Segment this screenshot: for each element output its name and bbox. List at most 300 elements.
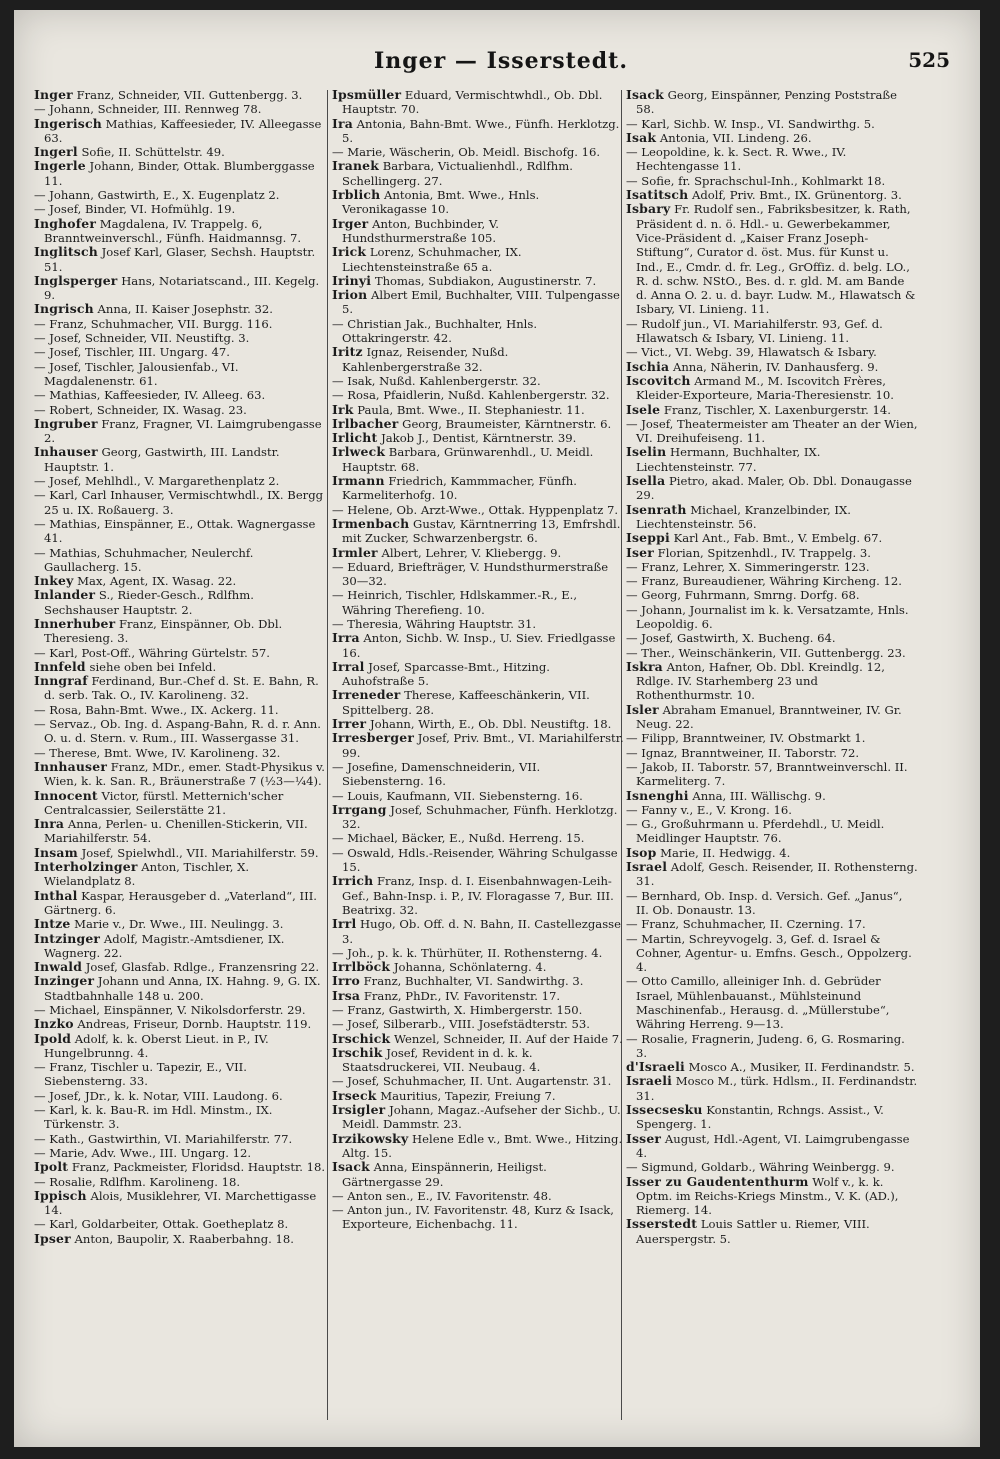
entry-details: Josef, Glasfab. Rdlge., Franzensring 22. [82,960,320,975]
directory-entry [626,1175,918,1218]
entry-details: Albert, Lehrer, V. Kliebergg. 9. [377,545,562,560]
directory-entry [34,331,326,345]
entry-details: — Isak, Nußd. Kahlenbergerstr. 32. [332,373,541,388]
entry-surname: Irinyi [332,272,372,288]
directory-entry [626,174,918,188]
directory-entry [34,488,326,517]
entry-details: Mosco A., Musiker, II. Ferdinandstr. 5. [684,1060,915,1075]
entry-details: Johann, Wirth, E., Ob. Dbl. Neustiftg. 18. [366,717,612,732]
directory-entry [34,1060,326,1089]
directory-entry [626,646,918,660]
entry-details: Anna, III. Wällischg. 9. [688,788,826,803]
directory-entry [332,1017,624,1031]
entry-surname: Inwald [34,959,83,975]
entry-details: Adolf, Priv. Bmt., IX. Grünentorg. 3. [688,188,902,203]
entry-details: Antonia, VII. Lindeng. 26. [656,130,812,145]
entry-surname: Inghofer [34,215,97,231]
directory-entry [332,688,624,717]
entry-surname: Irsa [332,987,361,1003]
entry-details: siehe oben bei Infeld. [85,659,217,674]
directory-entry [332,245,624,274]
entry-surname: Inngraf [34,673,88,689]
entry-surname: Irlicht [332,430,378,446]
directory-entry [332,660,624,689]
directory-entry [332,731,624,760]
entry-details: Johann und Anna, IX. Hahng. 9, G. IX. Stadtbahnhalle 148 u. 200. [44,974,321,1003]
directory-entry [332,288,624,317]
entry-surname: Intze [34,916,71,932]
entry-details: Konstantin, Rchngs. Assist., V. Spengerg. 1. [636,1103,884,1132]
directory-entry [34,660,326,674]
entry-details: Anton, Hafner, Ob. Dbl. Kreindlg. 12, Rdlge. IV. Starhemberg 23 und Rothenthurmstr. 10. [636,659,885,703]
entry-surname: Inzko [34,1016,74,1032]
directory-entry [626,603,918,632]
directory-entry [34,360,326,389]
directory-entry [34,1003,326,1017]
directory-entry [332,417,624,431]
entry-surname: Isack [626,88,664,102]
entry-details: Ignaz, Reisender, Nußd. Kahlenbergerstraße 32. [342,345,509,374]
entry-details: — Sofie, fr. Sprachschul-Inh., Kohlmarkt 18. [626,173,886,188]
entry-details: Armand M., M. Iscovitch Frères, Kleider-Exporteure, Maria-Theresienstr. 10. [636,373,894,403]
entry-surname: Israeli [626,1073,673,1089]
directory-entry [626,574,918,588]
entry-surname: Irk [332,401,354,417]
entry-details: Franz, Buchhalter, VI. Sandwirthg. 3. [359,974,584,989]
directory-entry [626,1132,918,1161]
entry-details: — Vict., VI. Webg. 39, Hlawatsch & Isbary. [626,345,877,360]
entry-details: Anton, Tischler, X. Wielandplatz 8. [44,860,250,889]
directory-entry [332,431,624,445]
entry-details: Pietro, akad. Maler, Ob. Dbl. Donaugasse 29. [636,474,912,503]
entry-details: Hans, Notariatscand., III. Kegelg. 9. [44,273,320,303]
directory-entry [34,588,326,617]
directory-entry [34,474,326,488]
directory-entry [332,1074,624,1088]
entry-surname: Iser [626,544,654,560]
entry-details: — Johann, Schneider, III. Rennweg 78. [34,102,262,117]
directory-entry [332,403,624,417]
entry-details: Mathias, Kaffeesieder, IV. Alleegasse 63. [44,116,322,145]
entry-details: — Franz, Gastwirth, X. Himbergerstr. 150. [332,1003,583,1017]
directory-entry [332,317,624,346]
directory-entry [626,503,918,532]
directory-entry [626,188,918,202]
entry-details: Johann, Magaz.-Aufseher der Sichb., U. Meidl. Dammstr. 23. [342,1103,621,1132]
entry-surname: Ingerl [34,144,78,160]
entry-surname: Interholzinger [34,859,138,875]
directory-entry [626,660,918,703]
entry-details: Fr. Rudolf sen., Fabriksbesitzer, k. Rath, Präsident d. n. ö. Hdl.- u. Gewerbekammer, Vice-Präsident d. „Kaiser Franz Joseph-Stiftung“, Curator d. öst. Mus. für Kunst u. Ind., E., Cmdr. d. fr. Leg., GrOffiz. d. belg. LO., R. d. schw. NStO., Bes. d. r. gld. M. am Bande d. Anna O. 2. u. d. bayr. Ludw. M., Hlawatsch & Isbary, VI. Linieng. 11. [636,202,916,317]
entry-details: — Mathias, Einspänner, E., Ottak. Wagnergasse 41. [34,516,316,546]
entry-details: Anton, Baupolir, X. Raaberbahng. 18. [70,1231,294,1246]
directory-entry [332,274,624,288]
entry-details: — Johann, Journalist im k. k. Versatzamte, Hnls. Leopoldig. 6. [626,602,909,631]
entry-surname: Ingrisch [34,301,94,317]
directory-entry [34,917,326,931]
directory-entry [34,202,326,216]
directory-entry [626,131,918,145]
entry-details: Sofie, II. Schüttelstr. 49. [77,145,225,160]
entry-surname: Iritz [332,344,363,360]
directory-entry [626,974,918,1031]
entry-details: — Bernhard, Ob. Insp. d. Versich. Gef. „Janus“, II. Ob. Donaustr. 13. [626,888,903,917]
directory-entry [626,803,918,817]
directory-entry [626,1217,918,1246]
entry-details: — Anton jun., IV. Favoritenstr. 48, Kurz & Isack, Exporteure, Eichenbachg. 11. [332,1203,614,1232]
directory-entry [626,345,918,359]
entry-details: — Louis, Kaufmann, VII. Siebensterng. 16. [332,788,583,803]
entry-surname: Ischia [626,358,670,374]
entry-surname: Irick [332,244,367,260]
entry-details: — Helene, Ob. Arzt-Wwe., Ottak. Hyppenplatz 7. [332,502,619,517]
directory-column-1 [34,88,326,1428]
directory-entry [332,760,624,789]
entry-surname: Irro [332,973,360,989]
directory-entry [34,517,326,546]
entry-details: Adolf, Gesch. Reisender, II. Rothensterng. 31. [636,860,918,889]
directory-entry [332,917,624,946]
entry-surname: Irresberger [332,730,415,746]
entry-surname: Irzikowsky [332,1130,409,1146]
entry-details: — Sigmund, Goldarb., Währing Weinbergg. 9. [626,1160,895,1175]
entry-details: Victor, fürstl. Metternich'scher Centralcassier, Seilerstätte 21. [44,788,284,817]
entry-surname: Ira [332,115,353,131]
entry-details: — Franz, Schuhmacher, II. Czerning. 17. [626,917,866,932]
entry-details: Josef, Priv. Bmt., VI. Mariahilferstr. 99. [342,731,624,760]
directory-entry [332,803,624,832]
entry-surname: Irrich [332,873,374,889]
directory-entry [332,717,624,731]
entry-details: — Karl, k. k. Bau-R. im Hdl. Minstm., IX. Türkenstr. 3. [34,1103,273,1132]
directory-entry [626,445,918,474]
entry-details: — Anton sen., E., IV. Favoritenstr. 48. [332,1188,552,1203]
entry-surname: Inthal [34,887,78,903]
entry-surname: Ippisch [34,1187,87,1203]
directory-entry [626,145,918,174]
directory-entry [34,302,326,316]
entry-details: — Josef, Schneider, VII. Neustiftg. 3. [34,331,250,346]
entry-surname: Innhauser [34,758,108,774]
entry-surname: Isak [626,129,657,145]
directory-entry [34,760,326,789]
directory-entry [34,846,326,860]
entry-details: Abraham Emanuel, Branntweiner, IV. Gr. Neug. 22. [636,702,902,732]
entry-details: Anna, II. Kaiser Josephstr. 32. [93,302,273,317]
entry-details: — Josef, Gastwirth, X. Bucheng. 64. [626,631,836,646]
entry-details: — Karl, Goldarbeiter, Ottak. Goetheplatz 8. [34,1217,289,1232]
entry-details: Marie, II. Hedwigg. 4. [656,845,791,860]
directory-entry [34,703,326,717]
entry-details: — Mathias, Kaffeesieder, IV. Alleeg. 63. [34,388,266,403]
page-number: 525 [908,48,950,72]
directory-entry [626,317,918,346]
directory-entry [332,631,624,660]
entry-surname: Ipold [34,1030,72,1046]
entry-surname: Innerhuber [34,615,116,631]
directory-entry [34,1146,326,1160]
directory-entry [332,1203,624,1232]
entry-details: Barbara, Victualienhdl., Rdlfhm. Schellingerg. 27. [342,159,573,188]
directory-entry [332,1032,624,1046]
directory-page [14,10,980,1447]
entry-details: Adolf, k. k. Oberst Lieut. in P., IV. Hungelbrunng. 4. [44,1031,269,1060]
directory-entry [34,217,326,246]
directory-entry [626,360,918,374]
entry-details: — Josef, Theatermeister am Theater an der Wien, VI. Dreihufeiseng. 11. [626,416,918,446]
directory-entry [626,531,918,545]
entry-surname: Ingerisch [34,115,102,131]
directory-entry [34,88,326,102]
entry-details: Josef, Sparcasse-Bmt., Hitzing. Auhofstraße 5. [342,659,550,689]
directory-entry [332,445,624,474]
directory-entry [332,874,624,917]
directory-entry [34,403,326,417]
page-header [14,48,980,88]
entry-surname: Ipolt [34,1159,69,1175]
entry-details: — Kath., Gastwirthin, VI. Mariahilferstr. 77. [34,1131,293,1146]
directory-entry [34,345,326,359]
directory-entry [34,1160,326,1174]
directory-entry [332,946,624,960]
entry-surname: Isbary [626,201,671,217]
entry-surname: Ipser [34,1230,71,1246]
directory-entry [34,317,326,331]
entry-details: — Christian Jak., Buchhalter, Hnls. Ottakringerstr. 42. [332,316,538,346]
directory-entry [34,188,326,202]
entry-surname: Isele [626,401,661,417]
entry-details: — Franz, Lehrer, X. Simmeringerstr. 123. [626,559,870,574]
entry-details: Ferdinand, Bur.-Chef d. St. E. Bahn, R. d. serb. Tak. O., IV. Karolineng. 32. [44,674,319,703]
entry-details: Wenzel, Schneider, II. Auf der Haide 7. [390,1031,623,1046]
entry-details: Johann, Binder, Ottak. Blumberggasse 11. [44,159,315,188]
entry-surname: Inger [34,88,73,102]
directory-entry [34,817,326,846]
entry-details: — Rosalie, Rdlfhm. Karolineng. 18. [34,1174,241,1189]
entry-details: Franz, Packmeister, Floridsd. Hauptstr. 18. [68,1160,326,1175]
entry-surname: Isatitsch [626,187,689,203]
directory-entry [332,145,624,159]
entry-details: Gustav, Kärntnerring 13, Emfrshdl. mit Zucker, Schwarzenbergstr. 6. [342,516,621,546]
entry-surname: Iskra [626,658,663,674]
entry-details: Karl Ant., Fab. Bmt., V. Embelg. 67. [669,531,883,546]
entry-details: Marie v., Dr. Wwe., III. Neulingg. 3. [70,917,284,932]
entry-details: Barbara, Grünwarenhdl., U. Meidl. Hauptstr. 68. [342,445,594,474]
directory-entry [34,388,326,402]
entry-details: — Josef, Binder, VI. Hofmühlg. 19. [34,202,236,217]
entry-surname: Ipsmüller [332,88,402,102]
entry-details: — Josef, Silberarb., VIII. Josefstädterstr. 53. [332,1017,590,1032]
entry-details: Louis Sattler u. Riemer, VIII. Auerspergstr. 5. [636,1217,870,1246]
directory-entry [626,88,918,117]
entry-details: Anton, Buchbinder, V. Hundsthurmerstraße 105. [342,216,499,245]
entry-surname: Irrl [332,916,357,932]
directory-entry [626,403,918,417]
entry-surname: Isser zu Gaudententhurm [626,1173,809,1189]
entry-surname: Irmenbach [332,515,410,531]
entry-details: Florian, Spitzenhdl., IV. Trappelg. 3. [653,545,871,560]
directory-entry [332,588,624,617]
directory-entry [332,617,624,631]
entry-surname: Irrlböck [332,959,391,975]
directory-entry [332,1089,624,1103]
entry-surname: Inzinger [34,973,95,989]
directory-entry [626,374,918,403]
entry-surname: Isack [332,1159,370,1175]
entry-details: Therese, Kaffeeschänkerin, VII. Spittelberg. 28. [342,688,590,717]
entry-details: — Franz, Bureaudiener, Währing Kircheng. 12. [626,574,902,589]
entry-details: — Ignaz, Branntweiner, II. Taborstr. 72. [626,745,860,760]
directory-entry [34,674,326,703]
entry-details: Lorenz, Schuhmacher, IX. Liechtensteinstraße 65 a. [342,245,522,274]
entry-details: Antonia, Bahn-Bmt. Wwe., Fünfh. Herklotzg. 5. [342,116,620,145]
entry-details: — Marie, Wäscherin, Ob. Meidl. Bischofg. 16. [332,145,601,160]
entry-surname: Intzinger [34,930,101,946]
directory-entry [34,974,326,1003]
entry-details: — Karl, Carl Inhauser, Vermischtwhdl., IX. Bergg 25 u. IX. Roßauerg. 3. [34,488,324,517]
directory-entry [34,717,326,746]
entry-surname: Iselin [626,444,667,460]
directory-entry [626,474,918,503]
entry-surname: Innfeld [34,658,86,674]
directory-entry [626,932,918,975]
directory-entry [626,417,918,446]
entry-details: Franz, Insp. d. I. Eisenbahnwagen-Leih-Gef., Bahn-Insp. i. P., IV. Floragasse 7, Bur. III. Beatrixg. 32. [342,874,614,917]
entry-details: — Josef, Schuhmacher, II. Unt. Augartenstr. 31. [332,1074,612,1089]
entry-details: — Rosalie, Fragnerin, Judeng. 6, G. Rosmaring. 3. [626,1031,905,1060]
entry-details: — Joh., p. k. k. Thürhüter, II. Rothensterng. 4. [332,945,603,960]
directory-entry [626,817,918,846]
directory-entry [332,345,624,374]
entry-surname: Israel [626,859,668,875]
entry-surname: Isenrath [626,501,687,517]
entry-details: Franz, MDr., emer. Stadt-Physikus v. Wien, k. k. San. R., Bräunerstraße 7 (½3—¼4). [44,759,325,789]
entry-details: — Leopoldine, k. k. Sect. R. Wwe., IV. Hechtengasse 11. [626,145,847,174]
entry-details: — Servaz., Ob. Ing. d. Aspang-Bahn, R. d. r. Ann. O. u. d. Stern. v. Rum., III. Wassergasse 31. [34,717,321,746]
entry-details: — Josefine, Damenschneiderin, VII. Siebensterng. 16. [332,759,541,789]
entry-details: — Josef, JDr., k. k. Notar, VIII. Laudong. 6. [34,1088,283,1103]
entry-details: Paula, Bmt. Wwe., II. Stephaniestr. 11. [353,402,585,417]
directory-entry [626,917,918,931]
entry-details: Wolf v., k. k. Optm. im Reichs-Kriegs Minstm., V. K. (AD.), Riemerg. 14. [636,1174,899,1218]
directory-entry [34,617,326,646]
directory-entry [332,989,624,1003]
entry-details: — Karl, Post-Off., Währing Gürtelstr. 57. [34,645,270,660]
entry-details: — Michael, Bäcker, E., Nußd. Herreng. 15. [332,831,585,846]
directory-entry [626,746,918,760]
entry-surname: Innocent [34,787,98,803]
entry-surname: Inglitsch [34,244,98,260]
entry-surname: Isler [626,701,659,717]
directory-entry [332,474,624,503]
column-divider [327,90,328,1420]
directory-entry [626,731,918,745]
entry-details: Michael, Kranzelbinder, IX. Liechtensteinstr. 56. [636,502,851,531]
directory-entry [332,88,624,117]
entry-details: Adolf, Magistr.-Amtsdiener, IX. Wagnerg. 22. [44,931,285,960]
entry-surname: Irra [332,630,360,646]
entry-surname: Ingruber [34,415,98,431]
directory-entry [626,546,918,560]
entry-details: Mauritius, Tapezir, Freiung 7. [376,1088,556,1103]
entry-details: Josef Karl, Glaser, Sechsh. Hauptstr. 51. [44,245,316,274]
entry-details: Antonia, Bmt. Wwe., Hnls. Veronikagasse 10. [342,188,540,217]
directory-entry [332,1046,624,1075]
entry-details: Josef, Spielwhdl., VII. Mariahilferstr. 59. [77,845,319,860]
entry-surname: Iranek [332,158,380,174]
entry-surname: Irrgang [332,801,387,817]
directory-entry [332,217,624,246]
entry-surname: Issecsesku [626,1102,703,1118]
entry-details: Anna, Perlen- u. Chenillen-Stickerin, VII. Mariahilferstr. 54. [44,817,308,846]
entry-surname: Irschick [332,1030,391,1046]
entry-details: — Josef, Mehlhdl., V. Margarethenplatz 2. [34,474,280,489]
entry-surname: Irger [332,215,369,231]
directory-entry [332,960,624,974]
directory-entry [332,1003,624,1017]
entry-surname: Iscovitch [626,372,691,388]
directory-entry [34,960,326,974]
directory-entry [332,789,624,803]
entry-surname: Iseppi [626,530,670,546]
entry-details: — Josef, Tischler, III. Ungarg. 47. [34,345,230,360]
directory-entry [626,631,918,645]
entry-surname: Irlbacher [332,415,399,431]
entry-surname: Isnenghi [626,787,689,803]
entry-surname: Irrer [332,716,367,732]
directory-entry [34,1217,326,1231]
entry-surname: d'Israeli [626,1059,685,1075]
directory-entry [332,388,624,402]
entry-surname: Irion [332,287,368,303]
directory-entry [34,1175,326,1189]
entry-details: — Josef, Tischler, Jalousienfab., VI. Magdalenenstr. 61. [34,359,239,388]
entry-details: Helene Edle v., Bmt. Wwe., Hitzing. Altg. 15. [342,1131,623,1160]
directory-entry [332,1103,624,1132]
directory-entry [34,274,326,303]
directory-entry [626,1103,918,1132]
entry-surname: Isserstedt [626,1216,698,1232]
directory-entry [332,517,624,546]
entry-details: — Therese, Bmt. Wwe, IV. Karolineng. 32. [34,745,281,760]
entry-details: Mosco M., türk. Hdlsm., II. Ferdinandstr. 31. [636,1074,918,1103]
directory-entry [332,503,624,517]
entry-details: — Eduard, Briefträger, V. Hundsthurmerstraße 30—32. [332,559,609,589]
directory-entry [34,932,326,961]
directory-entry [626,846,918,860]
entry-details: — Rudolf jun., VI. Mariahilferstr. 93, Gef. d. Hlawatsch & Isbary, VI. Linieng. 11. [626,316,883,346]
directory-entry [626,703,918,732]
directory-entry [34,145,326,159]
entry-surname: Inhauser [34,444,98,460]
entry-details: — Oswald, Hdls.-Reisender, Währing Schulgasse 15. [332,845,618,875]
entry-surname: Irlweck [332,444,386,460]
entry-details: Josef, Schuhmacher, Fünfh. Herklotzg. 32. [342,802,618,832]
entry-details: — Theresia, Währing Hauptstr. 31. [332,616,537,631]
directory-entry [332,188,624,217]
entry-details: Andreas, Friseur, Dornb. Hauptstr. 119. [73,1017,312,1032]
page-title: Inger — Isserstedt. [374,48,628,74]
entry-details: — Robert, Schneider, IX. Wasag. 23. [34,402,247,417]
entry-details: Thomas, Subdiakon, Augustinerstr. 7. [371,273,597,288]
entry-details: Johanna, Schönlaterng. 4. [390,960,547,975]
entry-details: Hermann, Buchhalter, IX. Liechtensteinstr. 77. [636,445,821,474]
entry-details: Franz, Einspänner, Ob. Dbl. Theresieng. 3. [44,616,283,646]
entry-details: — Georg, Fuhrmann, Smrng. Dorfg. 68. [626,588,860,603]
entry-details: Magdalena, IV. Trappelg. 6, Branntweinverschl., Fünfh. Haidmannsg. 7. [44,216,302,245]
entry-surname: Insam [34,844,78,860]
directory-entry [626,760,918,789]
